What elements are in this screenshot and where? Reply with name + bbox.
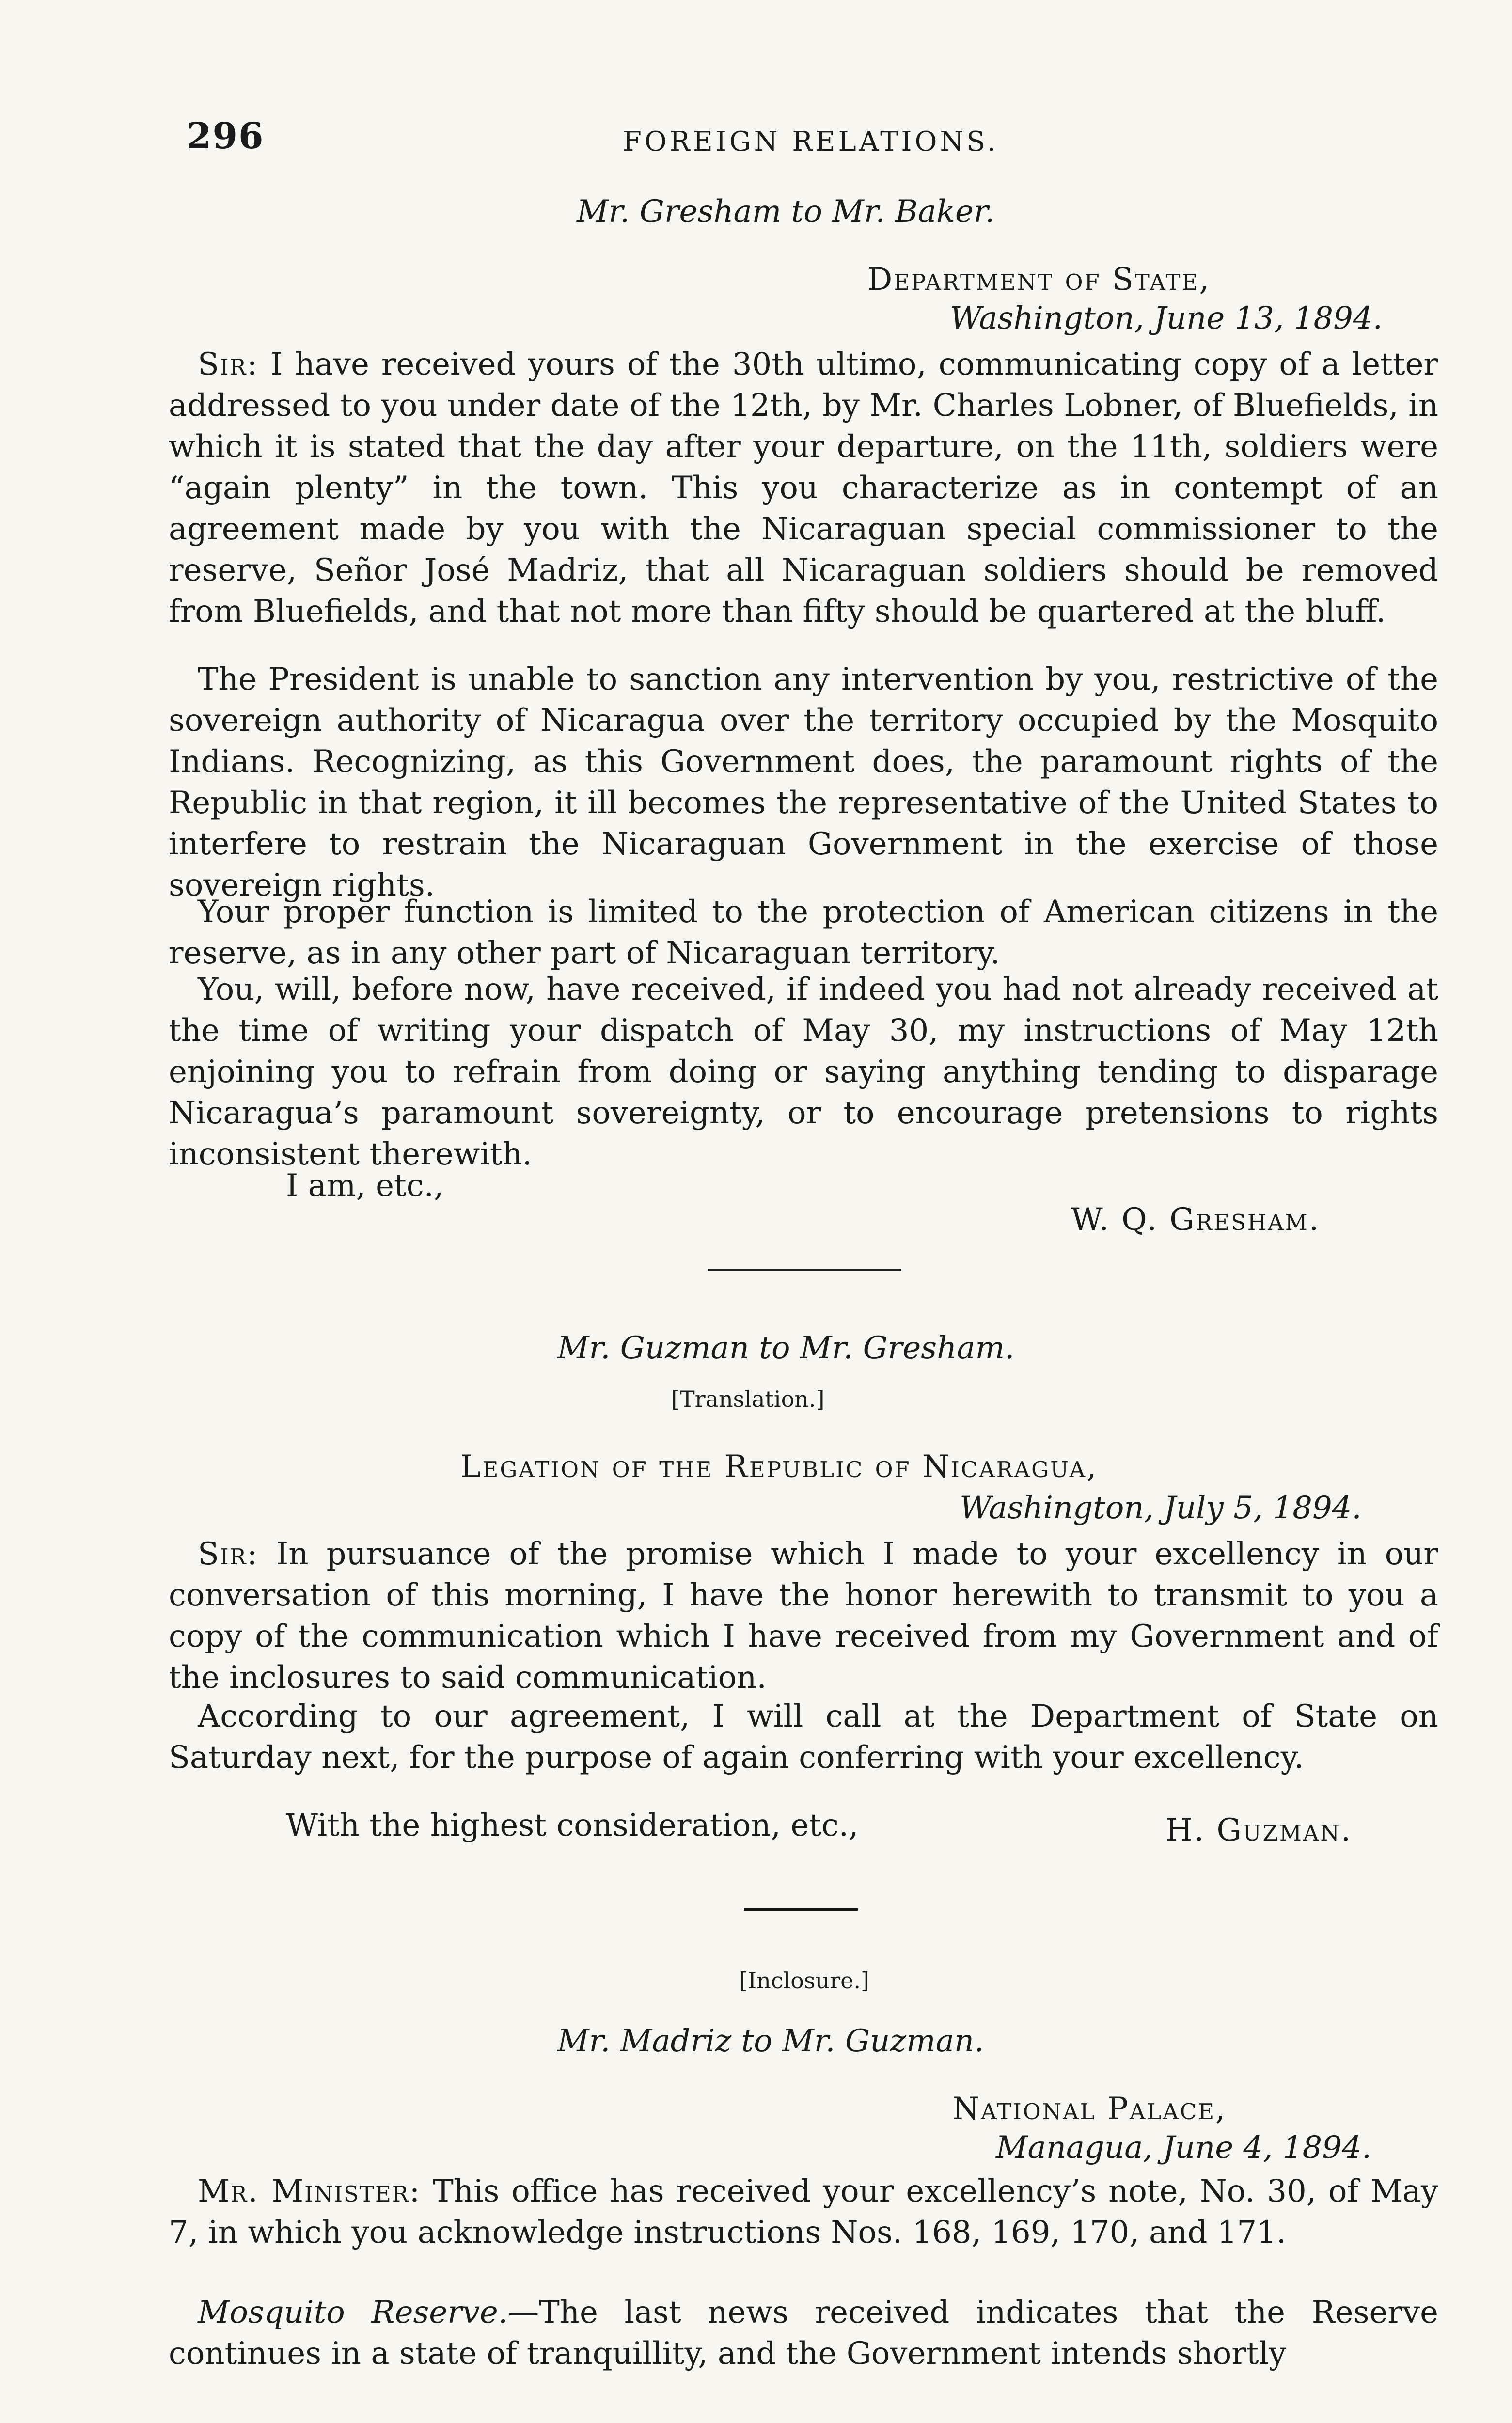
letter3-dateline: Managua, June 4, 1894.	[996, 2130, 1372, 2166]
letter3-title: Mr. Madriz to Mr. Guzman.	[557, 2023, 984, 2059]
letter3-paragraph-2: Mosquito Reserve.—The last news received indicates that the Reserve continues in a state of tranquillity, and the Government intends shortly	[169, 2295, 1438, 2372]
page-header	[187, 115, 1437, 169]
letter1-paragraph-4: You, will, before now, have received, if indeed you had not already received at the time of writing your dispatch of May 30, my instructions of May 12th enjoining you to refrain from doing or saying anything tending to disparage Nicaragua’s paramount sovereignty, or to encourage pretensions to rights inconsistent therewith.	[169, 972, 1438, 1172]
letter2-paragraph-1: Sir: In pursuance of the promise which I made to your excellency in our conversation of this morning, I have the honor herewith to transmit to you a copy of the communication which I have received from my Government and of the inclosures to said communication.	[169, 1536, 1439, 1696]
letter3-department: National Palace,	[952, 2091, 1227, 2127]
letter2-department: Legation of the Republic of Nicaragua,	[460, 1449, 1098, 1485]
letter2-note: [Translation.]	[671, 1386, 825, 1412]
running-title: FOREIGN RELATIONS.	[623, 126, 999, 157]
page-number: 296	[187, 115, 265, 157]
letter2-paragraph-2: According to our agreement, I will call at the Department of State on Saturday next, for the purpose of again conferring with your excellency.	[169, 1699, 1438, 1776]
letter1-title: Mr. Gresham to Mr. Baker.	[577, 194, 995, 230]
letter3-note: [Inclosure.]	[739, 1967, 869, 1994]
letter2-dateline: Washington, July 5, 1894.	[960, 1490, 1362, 1526]
letter2-signature: H. Guzman.	[1166, 1812, 1353, 1848]
letter1-paragraph-3: Your proper function is limited to the protection of American citizens in the reserve, as in any other part of Nicaraguan territory.	[169, 894, 1438, 971]
letter2-salutation: Sir:	[198, 1536, 259, 1572]
letter3-paragraph-1: Mr. Minister: This office has received your excellency’s note, No. 30, of May 7, in which you acknowledge instructions Nos. 168, 169, 170, and 171.	[169, 2173, 1439, 2250]
letter1-paragraph-1: Sir: I have received yours of the 30th ultimo, communicating copy of a letter addressed to you under date of the 12th, by Mr. Charles Lobner, of Bluefields, in which it is stated that the day after your departure, on the 11th, soldiers were “again plenty” in the town. This you characterize as in contempt of an agreement made by you with the Nicaraguan special commissioner to the reserve, Señor José Madriz, that all Nicaraguan soldiers should be removed from Bluefields, and that not more than fifty should be quartered at the bluff.	[169, 346, 1439, 629]
letter2-closing: With the highest consideration, etc.,	[286, 1808, 859, 1843]
letter1-closing: I am, etc.,	[286, 1168, 444, 1204]
letter1-paragraph-2: The President is unable to sanction any intervention by you, restrictive of the sovereign authority of Nicaragua over the territory occupied by the Mosquito Indians. Recognizing, as this Government does, the paramount rights of the Republic in that region, it ill becomes the representative of the United States to interfere to restrain the Nicaraguan Government in the exercise of those sovereign rights.	[169, 661, 1438, 903]
letter3-salutation: Mr. Minister:	[198, 2173, 421, 2209]
letter1-signature: W. Q. Gresham.	[1071, 1202, 1321, 1238]
section-divider	[708, 1269, 901, 1271]
letter1-dateline: Washington, June 13, 1894.	[950, 300, 1383, 336]
letter1-department: Department of State,	[867, 262, 1211, 298]
letter1-salutation: Sir:	[198, 346, 259, 382]
letter3-subhead: Mosquito Reserve.	[198, 2295, 508, 2330]
section-divider	[744, 1908, 858, 1911]
letter2-title: Mr. Guzman to Mr. Gresham.	[557, 1330, 1015, 1366]
